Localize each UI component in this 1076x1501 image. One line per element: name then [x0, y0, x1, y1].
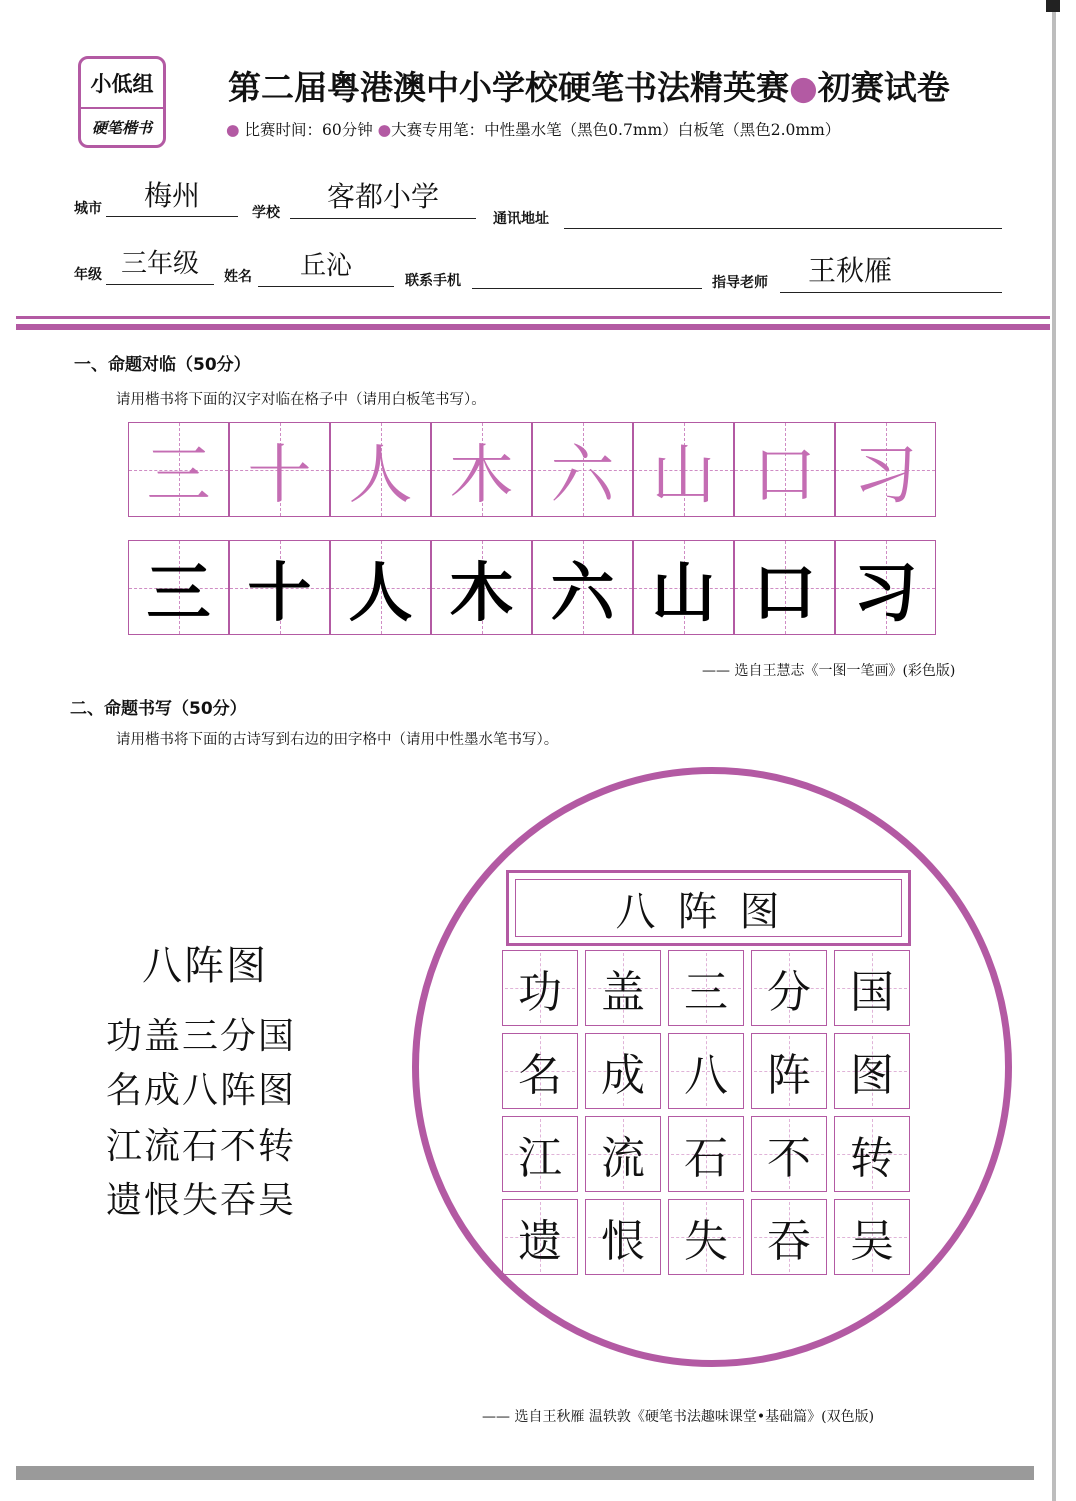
- grid-cell[interactable]: [668, 1116, 744, 1192]
- model-char: 人: [348, 438, 413, 513]
- page-subtitle: [226, 118, 840, 140]
- grid-cell[interactable]: [834, 1033, 910, 1109]
- written-char: 三: [684, 967, 728, 1018]
- written-char: 名: [518, 1050, 562, 1101]
- grid-cell[interactable]: [751, 1033, 827, 1109]
- section1-title: 一、命题对临（50分）: [74, 355, 251, 375]
- school-value: 客都小学: [326, 180, 439, 213]
- grid-cell[interactable]: [502, 1199, 578, 1275]
- grid-cell[interactable]: [668, 1199, 744, 1275]
- header-divider-thick: [16, 324, 1050, 330]
- school-label: 学校: [252, 205, 280, 221]
- name-label: 姓名: [224, 269, 252, 285]
- model-grid: [128, 422, 936, 517]
- copy-cell[interactable]: [128, 540, 229, 635]
- teacher-field[interactable]: [780, 250, 1002, 293]
- badge-group: 小低组: [81, 59, 163, 109]
- written-char: 失: [684, 1216, 728, 1267]
- copy-char: 三: [146, 556, 211, 631]
- written-char: 流: [601, 1133, 645, 1184]
- grid-cell[interactable]: [834, 1199, 910, 1275]
- badge-category: 硬笔楷书: [91, 118, 152, 137]
- copy-cell[interactable]: [532, 540, 633, 635]
- grid-cell[interactable]: [751, 950, 827, 1026]
- grid-cell[interactable]: [751, 1116, 827, 1192]
- copy-char: 习: [853, 556, 918, 631]
- grid-cell[interactable]: [502, 1116, 578, 1192]
- written-char: 遗: [518, 1216, 562, 1267]
- footer-bar: [16, 1466, 1034, 1480]
- bullet-dot: ●: [377, 121, 392, 139]
- title-suffix: 初赛试卷: [817, 68, 950, 107]
- section1-instruction: 请用楷书将下面的汉字对临在格子中（请用白板笔书写）。: [116, 392, 486, 408]
- written-char: 江: [518, 1133, 562, 1184]
- copy-char: 山: [651, 556, 716, 631]
- model-cell: [734, 422, 835, 517]
- grid-cell[interactable]: [585, 950, 661, 1026]
- subtitle-time: 比赛时间：60分钟: [244, 121, 373, 139]
- grade-field[interactable]: [106, 244, 214, 285]
- teacher-label: 指导老师: [712, 275, 768, 291]
- poem-line: 遗恨失吞吴: [106, 1180, 297, 1221]
- model-cell: [330, 422, 431, 517]
- copy-cell[interactable]: [633, 540, 734, 635]
- grid-cell[interactable]: [585, 1033, 661, 1109]
- model-char: 习: [853, 438, 918, 513]
- grid-cell[interactable]: [834, 950, 910, 1026]
- copy-char: 人: [348, 556, 413, 631]
- written-char: 转: [850, 1133, 894, 1184]
- school-field[interactable]: [290, 176, 476, 219]
- written-char: 分: [767, 967, 811, 1018]
- phone-field[interactable]: [472, 268, 702, 289]
- grid-cell[interactable]: [502, 950, 578, 1026]
- name-field[interactable]: [258, 246, 394, 287]
- header-divider-thin: [16, 316, 1050, 319]
- grid-cell[interactable]: [585, 1199, 661, 1275]
- model-cell: [532, 422, 633, 517]
- written-char: 吴: [850, 1216, 894, 1267]
- written-char: 功: [518, 967, 562, 1018]
- grid-cell[interactable]: [668, 1033, 744, 1109]
- model-char: 三: [146, 438, 211, 513]
- copy-cell[interactable]: [431, 540, 532, 635]
- model-char: 六: [550, 438, 615, 513]
- copy-char: 木: [449, 556, 514, 631]
- section2-source: —— 选自王秋雁 温轶敦《硬笔书法趣味课堂•基础篇》(双色版): [482, 1409, 875, 1425]
- model-char: 十: [247, 438, 312, 513]
- written-char: 八: [684, 1050, 728, 1101]
- section2-instruction: 请用楷书将下面的古诗写到右边的田字格中（请用中性墨水笔书写）。: [116, 732, 559, 748]
- written-char: 恨: [601, 1216, 645, 1267]
- title-main: 第二届粤港澳中小学校硬笔书法精英赛: [228, 68, 789, 107]
- grade-label: 年级: [74, 267, 102, 283]
- corner-mark: [1046, 0, 1060, 12]
- model-cell: [229, 422, 330, 517]
- page-edge: [1052, 0, 1056, 1501]
- name-value: 丘沁: [299, 251, 352, 281]
- section1-source: —— 选自王慧志《一图一笔画》(彩色版): [702, 663, 956, 679]
- section2-title: 二、命题书写（50分）: [70, 699, 247, 719]
- group-badge: [78, 56, 166, 148]
- model-char: 木: [449, 438, 514, 513]
- city-field[interactable]: [106, 176, 238, 217]
- copy-char: 六: [550, 556, 615, 631]
- written-char: 盖: [601, 967, 645, 1018]
- written-title: 八阵图: [515, 879, 902, 937]
- model-cell: [835, 422, 936, 517]
- copy-cell[interactable]: [734, 540, 835, 635]
- model-char: 口: [752, 438, 817, 513]
- copy-char: 十: [247, 556, 312, 631]
- poem-line: 名成八阵图: [106, 1070, 297, 1111]
- grade-value: 三年级: [120, 249, 199, 279]
- subtitle-pen: 大赛专用笔：中性墨水笔（黑色0.7mm）白板笔（黑色2.0mm）: [391, 121, 841, 139]
- written-char: 成: [601, 1050, 645, 1101]
- model-cell: [128, 422, 229, 517]
- city-label: 城市: [74, 201, 102, 217]
- copy-cell[interactable]: [330, 540, 431, 635]
- model-char: 山: [651, 438, 716, 513]
- grid-cell[interactable]: [502, 1033, 578, 1109]
- grid-cell[interactable]: [585, 1116, 661, 1192]
- written-char: 国: [850, 967, 894, 1018]
- city-value: 梅州: [143, 179, 200, 212]
- phone-label: 联系手机: [405, 273, 461, 289]
- address-label: 通讯地址: [493, 211, 549, 227]
- copy-grid: [128, 540, 936, 635]
- poem-title: 八阵图: [142, 943, 268, 989]
- bullet-dot: ●: [226, 121, 240, 139]
- grid-cell[interactable]: [834, 1116, 910, 1192]
- model-cell: [633, 422, 734, 517]
- page-title: [228, 62, 1028, 109]
- copy-cell[interactable]: [835, 540, 936, 635]
- copy-cell[interactable]: [229, 540, 330, 635]
- written-char: 石: [684, 1133, 728, 1184]
- grid-cell[interactable]: [668, 950, 744, 1026]
- poem-line: 功盖三分国: [106, 1016, 297, 1057]
- poem-line: 江流石不转: [106, 1126, 297, 1167]
- written-char: 不: [767, 1133, 811, 1184]
- grid-cell[interactable]: [751, 1199, 827, 1275]
- written-char: 吞: [767, 1216, 811, 1267]
- written-char: 图: [850, 1050, 894, 1101]
- address-field[interactable]: [564, 206, 1002, 229]
- model-cell: [431, 422, 532, 517]
- title-dot: ●: [789, 68, 818, 107]
- copy-char: 口: [752, 556, 817, 631]
- written-char: 阵: [767, 1050, 811, 1101]
- teacher-value: 王秋雁: [808, 254, 893, 287]
- written-title-box[interactable]: [506, 870, 911, 946]
